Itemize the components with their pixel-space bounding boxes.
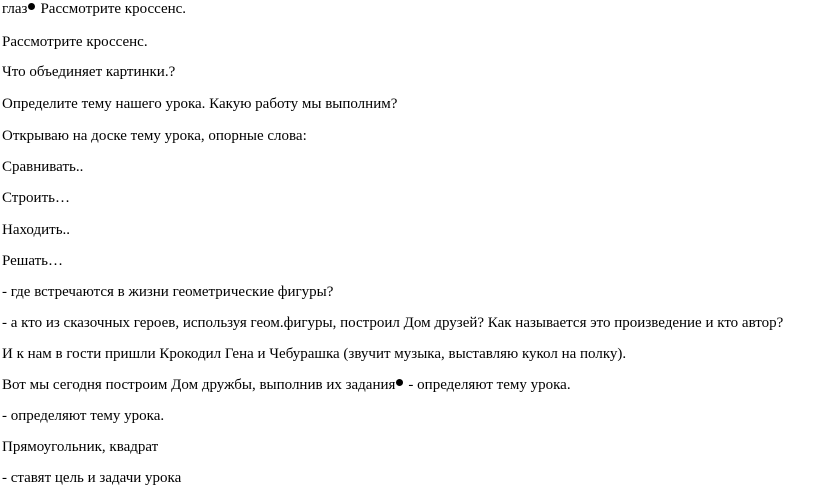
bullet-icon <box>28 3 35 10</box>
text-line: Рассмотрите кроссенс. <box>2 34 148 50</box>
text-line <box>2 0 186 18</box>
text-line: - ставят цель и задачи урока <box>2 470 182 486</box>
text-line: - определяют тему урока. <box>2 408 165 424</box>
text-fragment: глаз <box>2 1 28 17</box>
text-fragment: Рассмотрите кроссенс. <box>40 1 187 17</box>
text-line: - где встречаются в жизни геометрические фигуры? <box>2 284 334 300</box>
text-line: Находить.. <box>2 222 71 238</box>
text-line: И к нам в гости пришли Крокодил Гена и Чебурашка (звучит музыка, выставляю кукол на полку). <box>2 346 627 362</box>
text-fragment: - определяют тему урока. <box>408 377 571 393</box>
text-line: Строить… <box>2 190 70 206</box>
text-line <box>2 376 571 394</box>
text-line: Определите тему нашего урока. Какую работу мы выполним? <box>2 96 398 112</box>
bullet-icon <box>396 379 403 386</box>
text-line: Что объединяет картинки.? <box>2 64 176 80</box>
text-line: Прямоугольник, квадрат <box>2 439 159 455</box>
text-line: Решать… <box>2 253 64 269</box>
text-line: - а кто из сказочных героев, используя геом.фигуры, построил Дом друзей? Как называется это произведение и кто автор? <box>2 315 784 331</box>
text-line: Открываю на доске тему урока, опорные слова: <box>2 128 307 144</box>
text-fragment: Вот мы сегодня построим Дом дружбы, выполнив их задания <box>2 377 396 393</box>
text-line: Сравнивать.. <box>2 159 84 175</box>
